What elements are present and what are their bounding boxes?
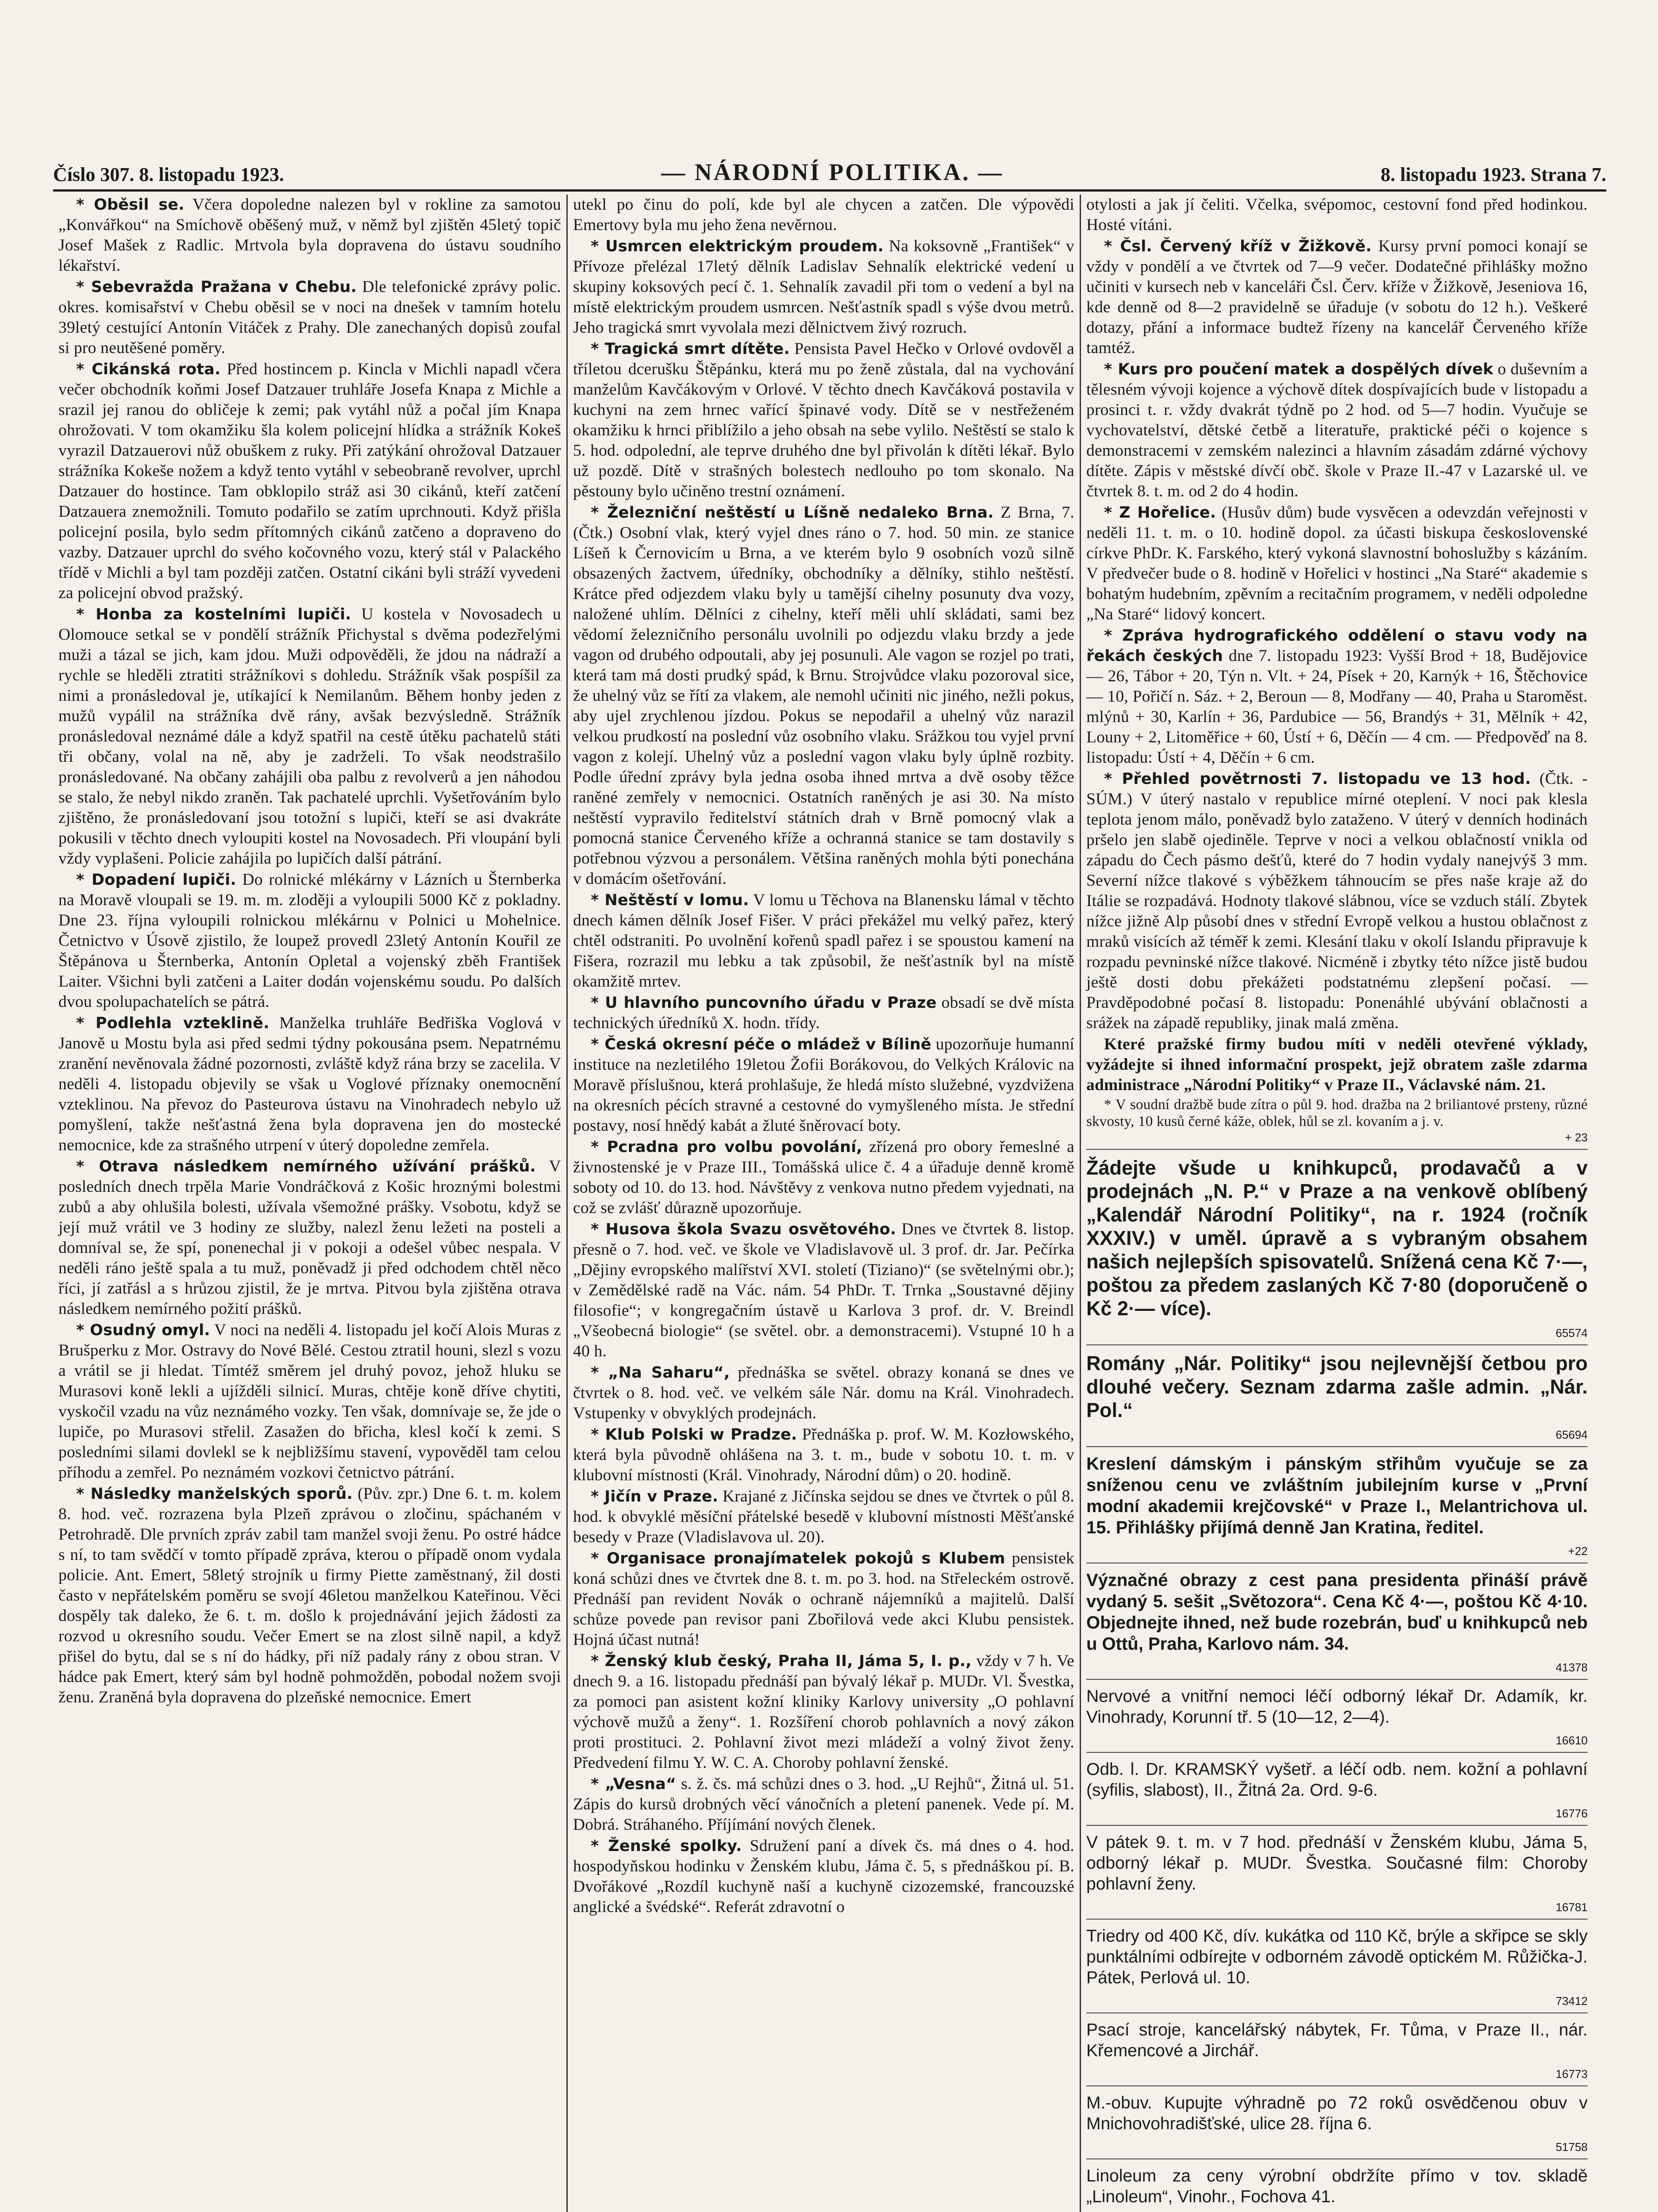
article-text: Sdružení paní a dívek čs. má dnes o 4. hod. hospodyňskou hodinku v Ženském klubu, Jáma č. 5, s přednáškou pí. B. Dvořákové „Rozdíl kuchyně naší a kuchyně cizozemské, francouzské anglické a švédské“. Referát zdravotní o: [573, 1837, 1074, 1916]
column-3: [1080, 195, 1593, 2212]
article-text: Do rolnické mlékárny v Lázních u Šternberka na Moravě vloupali se 19. m. m. zloději a vyloupili 5000 Kč z pokladny. Dne 23. října vyloupili rolnickou mlékárnu v Polnici u Mohelnice. Četnictvo v Úsově zjistilo, že loupež provedl 23letý Antonín Kouřil ze Štěpánova u Šternberka, Antonín Opletal a vojenský zběh František Laiter. Všichni byli zatčeni a Laiter dodán vojenskému soudu. Po dalších dvou spolupachatelích se pátrá.: [58, 871, 561, 1011]
article-heading: * U hlavního puncovního úřadu v Praze: [591, 994, 937, 1012]
article: [573, 503, 1074, 889]
ad-obrazy-code: 41378: [1555, 1661, 1588, 1674]
column-1: [53, 195, 566, 2212]
columns: [53, 195, 1606, 2212]
article: [58, 870, 561, 1012]
article-text: V noci na neděli 4. listopadu jel kočí Alois Muras z Brušperku z Mor. Ostravy do Nové Bělé. Cestou ztratil houni, slezl s vozu a vrátil se ji hledat. Tímtéž směrem jel druhý povoz, jehož hluku se Murasovi koně lekli a ujížděli silnicí. Muras, chtěje koně dříve chytiti, vyskočil vzadu na vůz neznámého vozky. Ten však, domnívaje se, že jde o lupiče, po Murasovi střelil. Zasažen do břicha, klesl kočí k zemi. S posledními silami dovlekl se k nejbližšímu stavení, vypověděl tam celou příhodu a zemřel. Po neznámém vozkovi četnictvo pátrání.: [58, 1321, 561, 1482]
article-heading: * Následky manželských sporů.: [76, 1485, 353, 1503]
article-text: (Čtk. - SÚM.) V úterý nastalo v republice mírné oteplení. V noci pak klesla teplota jenom málo, poněvadž bylo zataženo. V úterý v denních hodinách pršelo jen slabě ojediněle. Teprve v noci a velkou oblačností vnikla od západu do Čech pásmo dešťů, které do 7 hodin vydaly nanejvýš 3 mm. Severní nížce tlakové s výběžkem táhnoucím se přes naše kraje až do Itálie se rozpadává. Hodnoty tlakové slábnou, více se vzduch stálí. Zbytek nížce jižně Alp působí dnes v střední Evropě velkou a hustou oblačnost z mraků visících až téměř k zemi. Klesání tlaku v okolí Islandu připravuje k rozpadu pevninské nížce tlakové. Nicméně i zbytky této nížce jistě budou ještě dosti dobu překážeti podstatnému zlepšení počasí. — Pravděpodobné počasí 8. listopadu: Ponenáhlé ubývání oblačnosti a srážek na západě republiky, jinak malá změna.: [1086, 770, 1588, 1032]
divider: [1086, 1919, 1588, 1920]
article: [1086, 236, 1588, 358]
article-heading: * Honba za kostelními lupiči.: [76, 606, 351, 623]
ad-romany-code: 65694: [1555, 1428, 1588, 1441]
article-heading: * Podlehla vzteklině.: [76, 1014, 269, 1032]
article: [573, 1137, 1074, 1218]
divider: [1086, 1344, 1588, 1345]
notice-auction-code: + 23: [1565, 1131, 1588, 1144]
article-heading: * Ženské spolky.: [591, 1837, 742, 1855]
issue-info: Číslo 307. 8. listopadu 1923.: [53, 164, 284, 185]
article-text: Pensista Pavel Hečko v Orlové ovdověl a tříletou dcerušku Štěpánku, která mu po ženě zůstala, dal na vychování manželům Kavčákovým v Orlové. V těchto dnech Kavčáková postavila v kuchyni na zem hrnec vařící špinavé vody. Dítě se v nestřeženém okamžiku k hrnci přiblížilo a jeho obsah na sebe vylilo. Neštěstí se stalo k 5. hod. odpolední, ale teprve druhého dne byl přivolán k dítěti lékař. Bylo už pozdě. Dítě v strašných bolestech nedlouho po tom skonalo. Na pěstouny bylo učiněno trestní oznámení.: [573, 340, 1075, 500]
article: [573, 1836, 1074, 1917]
article-heading: * Ženský klub český, Praha II, Jáma 5, I. p.,: [591, 1652, 972, 1670]
article-heading: * Sebevražda Pražana v Chebu.: [76, 278, 357, 296]
classified-ad-code: 73412: [1555, 1994, 1588, 2008]
article-text: V posledních dnech trpěla Marie Vondráčková z Košic hroznými bolestmi zubů a aby ohlušila bolesti, užívala všemožné prášky. Vsobotu, když se její muž vrátil ve 3 hodiny ze služby, nalezl ženu ležeti na posteli a domníval se, že spí, ponenechal ji v pokoji a odešel vůbec nespala. V neděli ráno ještě spala a tu muž, poněvadž ji před odchodem chtěl něco říci, jí zatřásl a s hrůzou zjistil, že je mrtva. Pitvou byla zjištěna otrava následkem nemírného požití prášků.: [58, 1157, 561, 1318]
article-heading: * „Vesna“: [591, 1775, 677, 1793]
classified-ad: Psací stroje, kancelářský nábytek, Fr. Tůma, v Praze II., nár. Křemencové a Jirchář.: [1086, 2020, 1588, 2060]
article: [573, 1219, 1074, 1362]
article: [573, 1363, 1074, 1424]
article: [573, 236, 1074, 338]
article-text: Na koksovně „František“ v Přívoze přelézal 17letý dělník Ladislav Sehnalík elektrické vedení u skupiny koksových pecí č. 1. Sehnalík zavadil při tom o vedení a byl na místě elektrickým proudem usmrcen. Nešťastník spadl s výše dvou metrů. Jeho tragická smrt vyvolala mezi dělnictvem živý rozruch.: [573, 237, 1074, 337]
article-text: (Husův dům) bude vysvěcen a odevzdán veřejnosti v neděli 11. t. m. o 10. hodině dopol. za účasti biskupa československé církve PhDr. K. Farského, který vykoná slavnostní bohoslužby s kázáním. V předvečer bude o 8. hodině v Hořelici v hostinci „Na Staré“ akademie s bohatým hudebním, zpěvním a recitačním programem, v neděli odpoledne „Na Staré“ lidový koncert.: [1086, 503, 1588, 623]
article-heading: * Pcradna pro volbu povolání,: [591, 1138, 862, 1156]
article-heading: * Dopadení lupiči.: [76, 871, 236, 889]
article-text: pensistek koná schůzi dnes ve čtvrtek dne 8. t. m. po 3. hod. na Střeleckém ostrově. Přednáší pan revident Novák o ochraně nájemníků a majitelů. Další schůze povede pan revisor pani Zbořilová vede akci Klubu pensistek. Hojná účast nutná!: [573, 1549, 1074, 1649]
article-text: Včera dopoledne nalezen byl v rokline za samotou „Konvářkou“ na Smíchově oběšený muž, v němž byl zjištěn 45letý topič Josef Mašek z Radlic. Mrtvola byla dopravena do ústavu soudního lékařství.: [58, 196, 561, 275]
page-info: 8. listopadu 1923. Strana 7.: [1381, 164, 1606, 185]
article-text: V lomu u Těchova na Blanensku lámal v těchto dnech kámen dělník Josef Fišer. V práci překážel mu velký pařez, který chtěl odstraniti. Po uvolnění kořenů spadl pařez i se spoustou kamení na Fišera, rozrazil mu lebku a tak způsobil, že nešťastník byl na místě okamžitě mrtev.: [573, 891, 1074, 991]
divider: [1086, 1825, 1588, 1826]
ad-kresleni: Kreslení dámským i pánským střihům vyučuje se za sníženou cenu ve zvláštním jubilejním kurse v „První modní akademii krejčovské“ v Praze I., Melantrichova ul. 15. Přihlášky přijímá denně Jan Kratina, ředitel.: [1086, 1454, 1588, 1537]
article: [573, 195, 1074, 235]
article: [573, 1425, 1074, 1486]
article-heading: * Zpráva hydrografického oddělení o stavu vody na řekách českých: [1086, 627, 1588, 665]
article-heading: * Osudný omyl.: [76, 1321, 210, 1339]
article: [573, 1651, 1074, 1773]
article: [58, 604, 561, 869]
article-heading: * Husova škola Svazu osvětového.: [591, 1221, 896, 1238]
ad-obrazy: Význačné obrazy z cest pana presidenta přináší právě vydaný 5. sešit „Světozora“. Cena Kč 4·—, poštou Kč 4·10. Objednejte ihned, než bude rozebrán, buď u knihkupců neb u Ottů, Praha, Karlovo nám. 34.: [1086, 1571, 1588, 1654]
notice-firms: Které pražské firmy budou míti v neděli otevřené výklady, vyžádejte si ihned informační prospekt, jejž obratem zašle zdarma administrace „Národní Politiky“ v Praze II., Václavské nám. 21.: [1086, 1035, 1588, 1094]
divider: [1086, 1679, 1588, 1680]
article-heading: * Neštěstí v lomu.: [591, 891, 749, 909]
article-heading: * Čsl. Červený kříž v Žižkově.: [1104, 238, 1372, 255]
article-heading: * Kurs pro poučení matek a dospělých dívek: [1104, 361, 1493, 378]
column-3-articles: [1086, 195, 1588, 1033]
classified-ad-code: 51758: [1555, 2140, 1588, 2154]
article-text: přednáška se světel. obrazy konaná se dnes ve čtvrtek o 8. hod. več. ve velkém sále Nár. domu na Král. Vinohradech. Vstupenky v obvyklých prodejnách.: [573, 1363, 1074, 1422]
article-heading: * Přehled povětrnosti 7. listopadu ve 13 hod.: [1104, 770, 1531, 788]
ad-kalendar: Žádejte všude u knihkupců, prodavačů a v prodejnách „N. P.“ v Praze a na venkově oblíbený „Kalendář Národní Politiky“, na r. 1924 (ročník XXXIV.) v uměl. úpravě a s vybraným obsahem našich nejlepších spisovatelů. Snížená cena Kč 7·—, poštou za předem zaslaných Kč 7·80 (doporučeně o Kč 2·— více).: [1086, 1156, 1588, 1320]
article-heading: * Otrava následkem nemírného užívání prášků.: [76, 1158, 536, 1175]
article: [573, 1548, 1074, 1650]
article-text: o duševním a tělesném vývoji kojence a výchově dítek dospívajících bude v listopadu a prosinci t. r. vždy dvakrát týdně po 2 hod. od 5—7 hodin. Vyučuje se vychovatelství, dětské četbě a literatuře, praktické péči o kojence s demonstracemi v zemském nalezinci a hlavním zásadám zdárné výchovy dítěte. Zápis v městské dívčí obč. škole v Praze II.-47 v Lazarské ul. ve čtvrtek 8. t. m. od 2 do 4 hodin.: [1086, 360, 1588, 500]
article-text: vždy v 7 h. Ve dnech 9. a 16. listopadu přednáší pan bývalý lékař p. MUDr. Vl. Švestka, za pomoci pan asistent kožní kliniky Karlovy university „O pohlavní výchově mužů a ženy“. 1. Rozšíření chorob pohlavních a nový zákon proti prostituci. 2. Pohlavní život mezi mládeží a volný život ženy. Předvedení filmu Y. W. C. A. Choroby pohlavní ženské.: [573, 1652, 1074, 1772]
classified-ad-code: 16773: [1555, 2067, 1588, 2081]
classified-ad: Odb. l. Dr. KRAMSKÝ vyšetř. a léčí odb. nem. kožní a pohlavní (syfilis, slabost), II., Žitná 2a. Ord. 9-6.: [1086, 1760, 1588, 1800]
article-text: obsadí se dvě místa technických úředníků X. hodn. třídy.: [573, 994, 1074, 1032]
article: [573, 1486, 1074, 1548]
article: [58, 1156, 561, 1319]
article-text: utekl po činu do polí, kde byl ale chycen a zatčen. Dle výpovědi Emertovy byla mu jeho žena nevěrnou.: [573, 196, 1074, 234]
article: [1086, 769, 1588, 1033]
article-text: upozorňuje humanní instituce na nezletilého 19letou Žofii Borákovou, do Velkých Královic na Moravě příslušnou, která prohlašuje, že hledá místo služebné, vyzdvižena na okresních pécích stravné a cestovné do vymyšleného místa. Je střední postavy, nosí hnědý kabát a žluté šněrovací boty.: [573, 1035, 1074, 1135]
classified-ad-code: 16781: [1555, 1901, 1588, 1914]
article-text: s. ž. čs. má schůzi dnes o 3. hod. „U Rejhů“, Žitná ul. 51. Zápis do kursů drobných věcí vánočních a pletení panenek. Vede pí. M. Dobrá. Stráhaného. Příjímání nových členek.: [573, 1775, 1074, 1834]
newspaper-title: — NÁRODNÍ POLITIKA. —: [661, 159, 1004, 185]
article-heading: * Klub Polski w Pradze.: [591, 1426, 797, 1444]
divider: [1086, 2012, 1588, 2013]
ad-romany: Romány „Nár. Politiky“ jsou nejlevnější četbou pro dlouhé večery. Seznam zdarma zašle admin. „Nár. Pol.“: [1086, 1352, 1588, 1421]
classified-ad: Nervové a vnitřní nemoci léčí odborný lékař Dr. Adamík, kr. Vinohrady, Korunní tř. 5 (10—12, 2—4).: [1086, 1687, 1588, 1727]
article-text: otylosti a jak jí čeliti. Včelka, svépomoc, cestovní fond před hodinkou. Hosté vítáni.: [1086, 196, 1588, 234]
article: [1086, 195, 1588, 235]
classified-ad: Linoleum za ceny výrobní obdržíte přímo v tov. skladě „Linoleum“, Vinohr., Fochova 41.: [1086, 2166, 1588, 2206]
article-text: dne 7. listopadu 1923: Vyšší Brod + 18, Budějovice — 26, Tábor + 20, Týn n. Vlt. + 24, Písek + 20, Karnýk + 16, Štěchovice — 10, Pořičí n. Sáz. + 2, Beroun — 8, Modřany — 40, Praha u Staroměst. mlýnů + 30, Karlín + 36, Pardubice — 56, Brandýs + 31, Mělník + 42, Louny + 2, Litoměřice + 60, Ústí + 6, Děčín — 4 cm. — Předpověď na 8. listopadu: Ústí + 4, Děčín + 6 cm.: [1086, 647, 1588, 767]
small-ads: [1086, 1679, 1588, 2212]
classified-ad: V pátek 9. t. m. v 7 hod. přednáší v Ženském klubu, Jáma 5, odborný lékař p. MUDr. Švestka. Současné film: Choroby pohlavní ženy.: [1086, 1833, 1588, 1893]
article-heading: * Z Hořelice.: [1104, 504, 1216, 522]
article: [58, 1484, 561, 1708]
article: [58, 195, 561, 276]
article-text: Dnes ve čtvrtek 8. listop. přesně o 7. hod. več. ve škole ve Vladislavově ul. 3 prof. dr. Jar. Pečírka „Dějiny evropského malířství XVI. století (Tiziano)“ (se světelnými obr.); v Zemědělské radě na Vác. nám. 54 PhDr. T. Trnka „Soustavné dějiny filosofie“; v kongregačním ústavě u Karlova 3 prof. dr. V. Breindl „Všeobecná biologie“ (se světel. obr. a demonstracemi). Vstupné 10 h a 40 h.: [573, 1220, 1074, 1360]
article: [1086, 503, 1588, 625]
article-text: Dle telefonické zprávy polic. okres. komisařství v Chebu oběsil se v noci na dnešek v tamním hotelu 39letý cestující Antonín Vitáček z Prahy. Dle zanechaných dopisů zoufal si pro neutěšené poměry.: [58, 278, 561, 357]
article-heading: * „Na Saharu“,: [591, 1364, 730, 1382]
divider: [1086, 2085, 1588, 2086]
article-text: Manželka truhláře Bedřiška Voglová v Janově u Mostu byla asi před sedmi týdny pokousána psem. Nepatrnému zranění nevěnovala žádné pozornosti, zvláště když rána brzy se zacelila. V neděli 4. listopadu objevily se však u Voglové příznaky onemocnění vzteklinou. Na převoz do Pasteurova ústavu na Vinohradech nebylo už pomyšlení, takže nešťastná žena byla dopravena jen do mostecké nemocnice, kde za strašného utrpení v úterý dopoledne zemřela.: [58, 1014, 561, 1154]
divider: [1086, 1446, 1588, 1447]
article-heading: * Usmrcen elektrickým proudem.: [591, 238, 884, 255]
article-heading: * Organisace pronajímatelek pokojů s Klubem: [591, 1550, 1005, 1567]
article-heading: * Oběsil se.: [76, 196, 185, 214]
article: [58, 359, 561, 603]
article-heading: * Železniční neštěstí u Líšně nedaleko Brna.: [591, 504, 994, 522]
article-text: Krajané z Jičínska sejdou se dnes ve čtvrtek o půl 8. hod. k obvyklé měsíční přátelské besedě v klubovní místnosti Měšťanské besedy v Praze (Vladislavova ul. 20).: [573, 1487, 1074, 1546]
article-text: Přednáška p. prof. W. M. Kozłowského, která byla původně ohlášena na 3. t. m., bude v sobotu 10. t. m. v klubovní místnosti (Král. Vinohrady, Národní dům) o 20. hodině.: [573, 1425, 1075, 1484]
column-2: [566, 195, 1080, 2212]
article: [573, 993, 1074, 1033]
article-text: U kostela v Novosadech u Olomouce setkal se v pondělí strážník Přichystal s dvěma podezřelými muži a tázal se jich, kam jdou. Muži odpověděli, že jdou na nádraží a rychle se hleděli ztratiti strážníkovi s dohledu. Strážník však pospíšil za nimi a pronásledoval je, utíkající k Nemilanům. Během honby jeden z mužů vypálil na strážníka dvě rány, avšak bezvýsledně. Strážník pronásledoval neznámé dále a když spatřil na cestě útěku pachatelů státi tři občany, volal na ně, aby je zadrželi. To však neodstrašilo pronásledované. Na občany zahájili oba palbu z revolverů a jen náhodou se stalo, že nebyl nikdo zraněn. Tak pachatelé uprchli. Vyšetřováním bylo zjištěno, že pronásledovaní jsou totožní s lupiči, kteří se asi dvakráte pokusili v těchto dnech vyloupiti kostel na Novosadech. Při vloupání byli vždy vyplašeni. Policie zahájila po lupičích další pátrání.: [58, 605, 561, 868]
divider: [1086, 1149, 1588, 1150]
article-heading: * Tragická smrt dítěte.: [591, 340, 790, 358]
article: [1086, 626, 1588, 768]
divider: [1086, 1752, 1588, 1753]
header-rule: [53, 189, 1606, 192]
notice-auction: * V soudní dražbě bude zítra o půl 9. hod. dražba na 2 briliantové prsteny, různé skvosty, 10 kusů černé káže, oblek, hůl se zl. kovaním a j. v.: [1086, 1097, 1588, 1129]
article-text: Z Brna, 7. (Čtk.) Osobní vlak, který vyjel dnes ráno o 7. hod. 50 min. ze stanice Líšeň k Černovicím u Brna, a ve kterém bylo 9 osobních vozů silně obsazených žactvem, úředníky, obchodníky a dělníky, stihlo neštěstí. Krátce před odjezdem vlaku byly u tamější cihelny posunuty dva vozy, naložené uhlím. Dělníci z cihelny, kteří měli uhlí skládati, sami bez vědomí železničního personálu uvolnili po odjezdu vlaku brzdy a jede vagon od drubého odpoutali, aby jej posunuli. Ale vagon se rozjel po trati, která tam má dosti prudký spád, k Brnu. Strojvůdce vlaku pozoroval sice, že uhelný vůz se řítí za vlakem, ale nemohl učiniti nic jiného, nežli pokus, aby ujel zrychlenou jízdou. Pokus se nepodařil a uhelný vůz narazil velkou prudkostí na poslední vůz osobního vlaku. Srážkou tou vyjel první vagon z kolejí. Uhelný vůz a poslední vagon vlaku byly úplně rozbity. Podle úřední zprávy byla jedna osoba ihned mrtva a dvě osoby těžce raněné zemřely v nemocnici. Ostatních raněných je asi 30. Na místo neštěstí vypravilo ředitelství státních drah v Brně pomocný vlak a pomocná stanice Červeného kříže a ochranná stanice se tam dostavily s potřebnou výzvou a personálem. Většina raněných mohla býti ponechána v domácím ošetřování.: [573, 503, 1074, 888]
classified-ad: Triedry od 400 Kč, dív. kukátka od 110 Kč, brýle a skřipce se skly punktálními odbírejte v odborném závodě optickém M. Růžička-J. Pátek, Perlová ul. 10.: [1086, 1927, 1588, 1987]
classified-ad-code: 16610: [1555, 1734, 1588, 1747]
article-text: (Pův. zpr.) Dne 6. t. m. kolem 8. hod. več. rozrazena byla Plzeň zprávou o zločinu, spáchaném v Petrohradě. Dle prvních zpráv zabil tam manžel svoji ženu. Po ostré hádce s ní, to tam svědčí v tomto případě zpráva, kterou o případě onom vydala policie. Ant. Emert, 58letý strojník u firmy Piette zaměstnaný, žil dosti často v nepřátelském poměru se svojí 46letou manželkou Kateřinou. Věci dospěly tak daleko, že 6. t. m. došlo k projednávání jejich žádosti za rozvod u okresního soudu. Večer Emert se na zlost silně napil, a když přišel do bytu, dal se s ní do hádky, při níž padaly rány z obou stran. V hádce pak Emert, který sám byl hodně pohmožděn, pobodal nožem svoji ženu. Zraněná byla dopravena do plzeňské nemocnice. Emert: [58, 1485, 561, 1706]
article: [58, 1320, 561, 1483]
article: [573, 890, 1074, 992]
article: [58, 1013, 561, 1156]
article-heading: * Česká okresní péče o mládež v Bílině: [591, 1036, 931, 1053]
classified-ad: M.-obuv. Kupujte výhradně po 72 roků osvědčenou obuv v Mnichovohradišťské, ulice 28. října 6.: [1086, 2093, 1588, 2133]
article: [573, 1774, 1074, 1835]
masthead: [53, 155, 1606, 186]
article: [573, 1034, 1074, 1136]
ad-kalendar-code: 65574: [1555, 1326, 1588, 1340]
article: [1086, 359, 1588, 502]
article-heading: * Jičín v Praze.: [591, 1488, 719, 1505]
classified-ad-code: 16776: [1555, 1807, 1588, 1820]
article: [573, 339, 1074, 502]
article-heading: * Cikánská rota.: [76, 361, 221, 378]
article-text: zřízená pro obory řemeslné a živnostenské je v Praze III., Tomášská ulice č. 4 a úřaduje denně kromě soboty od 10. do 13. hod. Návštěvy z venkova nutno předem vyjednati, na což se zvlášť důrazně upozorňuje.: [573, 1138, 1075, 1217]
article: [58, 277, 561, 358]
article-text: Kursy první pomoci konají se vždy v pondělí a ve čtvrtek od 7—9 večer. Dodatečné přihlášky možno učiniti v kursech neb v kanceláři Čsl. Červ. kříže v Žižkově, Jeseniova 16, kde denně od 8—2 pravidelně se úřaduje (v sobotu do 12 h.). Veškeré dotazy, přání a informace budtež řízeny na kancelář Červeného kříže tamtéž.: [1086, 237, 1588, 357]
ad-kresleni-code: +22: [1568, 1544, 1588, 1558]
article-text: Před hostincem p. Kincla v Michli napadl včera večer obchodník koňmi Josef Datzauer truhláře Josefa Knapa z Michle a srazil jej ranou do obličeje k zemi; pak vytáhl nůž a počal jím Knapa ohrožovati. V tom okamžiku šla kolem policejní hlídka a strážník Kokeš vyrazil Datzauerovi nůž obuškem z ruky. Při zatýkání ohrožoval Datzauer strážníka Kokeše nožem a když tento vytáhl v sebeobraně revolver, uprchl Datzauer do hostince. Tam obklopilo stráž asi 30 cikánů, kteří zatčení Datzauera znemožnili. Tomuto podařilo se zatím uprchnouti. Když přišla policejní posila, bylo sedm přítomných cikánů zatčeno a dopraveno do vazby. Datzauer uprchl do svého kočovného vozu, který stál v Palackého třídě v Michli a byl tam později zatčen. Ostatní cikáni byli stráží vyvedeni za policejní obvod pražský.: [58, 360, 562, 602]
divider: [1086, 2158, 1588, 2159]
